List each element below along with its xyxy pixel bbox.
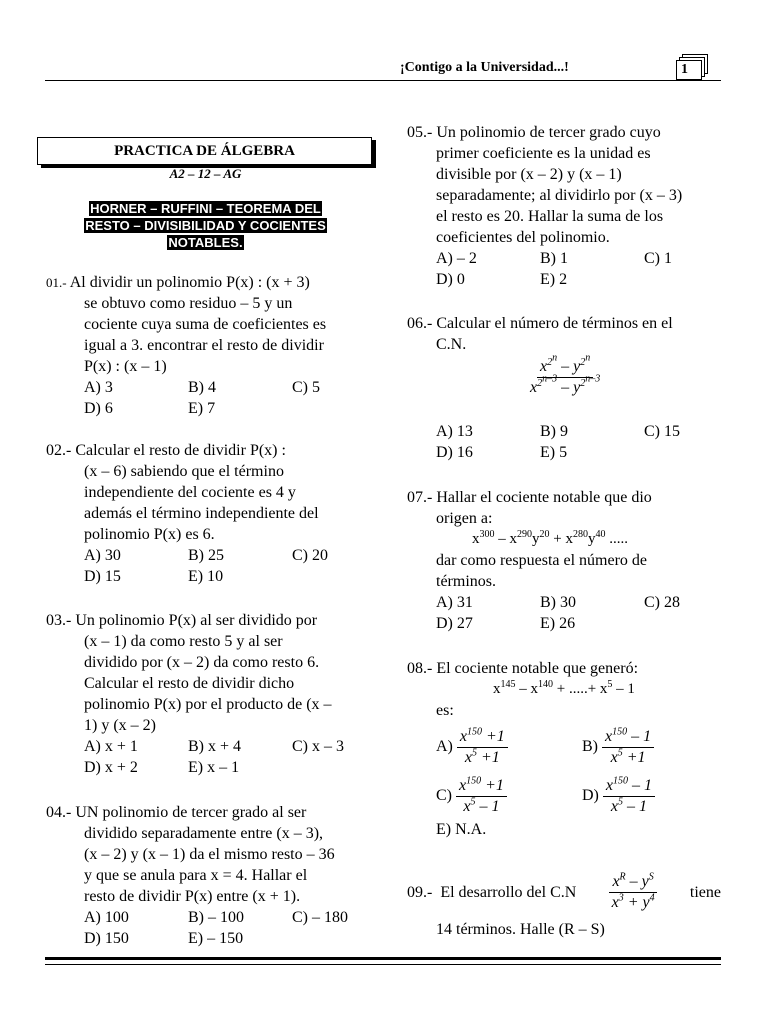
- question-09: 09.- El desarrollo del C.N $\frac{x^R - y^S}{x^3 + y^4}$ tiene 14 términos. Halle (R – S): [407, 871, 721, 938]
- polynomial-expression: $x^{145} - x^{140}$ + .....+ $x^5 - 1$: [493, 679, 635, 697]
- question-number: 01.-: [46, 275, 67, 290]
- footer-rule: [45, 957, 721, 960]
- header-text: ¡Contigo a la Universidad...!: [400, 60, 569, 75]
- answer-options: A) 3 B) 4 C) 5 D) 6 E) 7: [84, 379, 320, 417]
- question-05: 05.- Un polinomio de tercer grado cuyo primer coeficiente es la unidad es divisible por (x – 2) y (x – 1) separadamente; al dividirlo por (x – 3) el resto es 20. Hallar la suma de los coeficientes del polinomio. A) – 2 B) 1 C) 1 D) 0 E) 2: [407, 122, 721, 290]
- topic-line-3: NOTABLES.: [168, 235, 243, 250]
- question-06: 06.- Calcular el número de términos en el C.N. $\frac{x^{2^n} - y^{2^n}}{x^{2^{n-3}} - y^{2^{n-3}}}$ A) 13 B) 9 C) 15 D) 16 E) 5: [407, 313, 721, 463]
- page-title: PRACTICA DE ÁLGEBRA: [37, 137, 372, 165]
- page-number: 1: [676, 60, 702, 80]
- answer-options: A) 13 B) 9 C) 15 D) 16 E) 5: [436, 423, 680, 461]
- fraction-expression: $\frac{x^R - y^S}{x^3 + y^4}$: [609, 872, 658, 913]
- question-01: 01.- Al dividir un polinomio P(x) : (x + 3) se obtuvo como residuo – 5 y un cociente cuya suma de coeficientes es igual a 3. encontrar el resto de dividir P(x) : (x – 1) A) 3 B) 4 C) 5 D) 6 E) 7: [46, 272, 362, 419]
- question-02: 02.- Calcular el resto de dividir P(x) : (x – 6) sabiendo que el término independiente del cociente es 4 y además el término independiente del polinomio P(x) es 6. A) 30 B) 25 C) 20 D) 15 E) 10: [46, 440, 362, 587]
- question-number: 02.-: [46, 442, 72, 459]
- answer-options: A) 100 B) – 100 C) – 180 D) 150 E) – 150: [84, 909, 348, 947]
- document-code: A2 – 12 – AG: [169, 166, 242, 181]
- fraction-expression: $\frac{x^{2^n} - y^{2^n}}{x^{2^{n-3}} - y^{2^{n-3}}}$: [530, 352, 601, 396]
- polynomial-expression: $x^{300} - x^{290}y^{20} + x^{280}y^{40}$ .....: [472, 529, 628, 547]
- question-03: 03.- Un polinomio P(x) al ser dividido por (x – 1) da como resto 5 y al ser dividido por (x – 2) da como resto 6. Calcular el resto de dividir dicho polinomio P(x) por el producto de (x – 1) y (x – 2) A) x + 1 B) x + 4 C) x – 3 D) x + 2 E) x – 1: [46, 610, 362, 778]
- question-04: 04.- UN polinomio de tercer grado al ser dividido separadamente entre (x – 3), (x – 2) y (x – 1) da el mismo resto – 36 y que se anula para x = 4. Hallar el resto de dividir P(x) entre (x + 1). A) 100 B) – 100 C) – 180 D) 150 E) – 150: [46, 802, 362, 949]
- question-number: 06.-: [407, 315, 433, 332]
- header-rule: [45, 80, 721, 81]
- question-07: 07.- Hallar el cociente notable que dio origen a: $x^{300} - x^{290}y^{20} + x^{280}y^{40}$ ..... dar como respuesta el número de términos. A) 31 B) 30 C) 28 D) 27 E) 26: [407, 487, 721, 634]
- topic-banner: [37, 200, 374, 251]
- topic-line-2: RESTO – DIVISIBILIDAD Y COCIENTES: [85, 218, 326, 233]
- question-08: 08.- El cociente notable que generó: $x^{145} - x^{140}$ + .....+ $x^5 - 1$ es: A) $\frac{x^{150} +1}{x^5 +1}$ B) $\frac{x^{150} - 1}{x^5 +1}$ C) $\frac{x^{150} +1}{x^5 - 1}$ D) $\frac{x^{150} - 1}{x^5 - 1}$ E) N.A.: [407, 658, 721, 840]
- answer-options: A) 31 B) 30 C) 28 D) 27 E) 26: [436, 594, 680, 632]
- question-number: 07.-: [407, 489, 433, 506]
- answer-options: A) 30 B) 25 C) 20 D) 15 E) 10: [84, 547, 328, 585]
- answer-options: A) $\frac{x^{150} +1}{x^5 +1}$ B) $\frac{x^{150} - 1}{x^5 +1}$ C) $\frac{x^{150} +1}{x^5 - 1}$ D) $\frac{x^{150} - 1}{x^5 - 1}$: [407, 727, 721, 817]
- question-number: 09.-: [407, 884, 433, 901]
- question-number: 03.-: [46, 612, 72, 629]
- answer-options: A) x + 1 B) x + 4 C) x – 3 D) x + 2 E) x – 1: [84, 738, 344, 776]
- footer-rule-thin: [45, 964, 721, 965]
- topic-line-1: HORNER – RUFFINI – TEOREMA DEL: [90, 201, 321, 216]
- question-number: 05.-: [407, 124, 433, 141]
- question-number: 04.-: [46, 804, 72, 821]
- question-number: 08.-: [407, 660, 433, 677]
- answer-options: A) – 2 B) 1 C) 1 D) 0 E) 2: [436, 250, 672, 288]
